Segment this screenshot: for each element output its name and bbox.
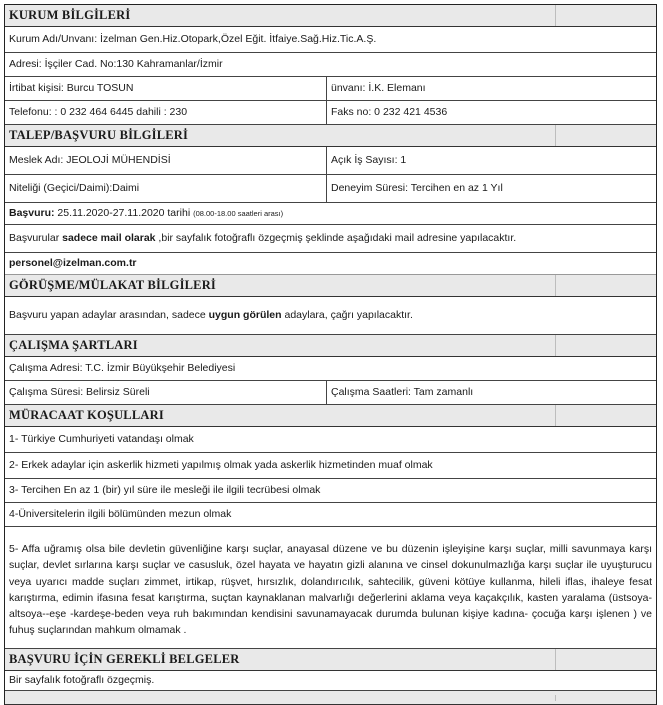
telefon: Telefonu: : 0 232 464 6445 dahili : 230 [5,101,327,124]
calisma-adresi: Çalışma Adresi: T.C. İzmir Büyükşehir Belediyesi [9,362,236,375]
row-irtibat [5,77,656,101]
niteligi: Niteliği (Geçici/Daimi):Daimi [5,175,327,202]
section-title: GÖRÜŞME/MÜLAKAT BİLGİLERİ [5,275,556,296]
row-belgeler [5,671,656,691]
condition-item [5,427,656,453]
section-title: ÇALIŞMA ŞARTLARI [5,335,556,356]
meslek-adi: Meslek Adı: JEOLOJİ MÜHENDİSİ [5,147,327,174]
condition-text: 2- Erkek adaylar için askerlik hizmeti yapılmış olmak yada askerlik hizmetinden muaf olmak [9,459,433,472]
faks: Faks no: 0 232 421 4536 [331,106,448,119]
email-address[interactable]: personel@izelman.com.tr [9,257,137,270]
condition-text: 1- Türkiye Cumhuriyeti vatandaşı olmak [9,433,194,446]
row-calisma-adresi [5,357,656,381]
belgeler-text: Bir sayfalık fotoğraflı özgeçmiş. [9,674,155,687]
condition-item [5,479,656,503]
section-header-gorusme [5,275,656,297]
emphasis-text: sadece mail olarak [62,232,156,245]
text: Başvurular [9,232,63,245]
row-telefon [5,101,656,125]
condition-item [5,527,656,649]
row-adres [5,53,656,77]
section-header-muracaat [5,405,656,427]
row-kurum-adi [5,27,656,53]
row-niteligi [5,175,656,203]
section-title: BAŞVURU İÇİN GEREKLİ BELGELER [5,649,556,670]
text: Başvuru yapan adaylar arasından, sadece [9,309,209,322]
section-title: TALEP/BAŞVURU BİLGİLERİ [5,125,556,146]
row-gorusme-text [5,297,656,335]
row-email [5,253,656,275]
row-basvuru-tarihi [5,203,656,225]
acik-is-sayisi: Açık İş Sayısı: 1 [331,154,407,167]
emphasis-text: uygun görülen [208,309,282,322]
calisma-suresi: Çalışma Süresi: Belirsiz Süreli [5,381,327,404]
basvuru-yontemi [5,228,656,249]
section-header-kurum [5,5,656,27]
row-calisma-suresi [5,381,656,405]
row-basvuru-yontemi [5,225,656,253]
kurum-adi: Kurum Adı/Unvanı: İzelman Gen.Hiz.Otopark,Özel Eğit. İtfaiye.Sağ.Hiz.Tic.A.Ş. [9,33,377,46]
adres: Adresi: İşçiler Cad. No:130 Kahramanlar/İzmir [9,58,223,71]
condition-text: 5- Affa uğramış olsa bile devletin güvenliğine karşı suçlar, anayasal düzene ve bu düzenin işleyişine karşı suçlar, milli savunmaya karşı suçlar, devlet sırlarına karşı suçlar ve casusluk, özel hayata ve hayatın gizli alanına ve cinsel dokunulmazlığa karşı suçlar ile uyuşturucu veya uyarıcı madde suçları zimmet, irtikap, rüşvet, hırsızlık, dolandırıcılık, sahtecilik, güveni kötüye kullanma, hileli iflas, ihaleye fesat karıştırma, edimin ifasına fesat karıştırma, suçtan kaynaklanan malvarlığı değerlerini aklama veya kaçakçılık, kasten yaralama (üstsoya-altsoya--eşe -kardeşe-beden veya ruh bakımından kendisini savunamayacak durumda bulunan kişiye kadına- çocuğa karşı işlenen ) ve fuhuş suçlarından mahkum olmamak . [9,543,652,637]
text: ,bir sayfalık fotoğraflı özgeçmiş şeklinde aşağıdaki mail adresine yapılacaktır. [155,232,517,245]
basvuru-tarihi [5,203,656,224]
basvuru-dates: 25.11.2020-27.11.2020 tarihi [54,207,194,220]
section-title: KURUM BİLGİLERİ [5,5,556,26]
section-header-cutoff [5,691,656,705]
calisma-saatleri: Çalışma Saatleri: Tam zamanlı [331,386,474,399]
gorusme-text [5,305,656,326]
condition-item [5,453,656,479]
basvuru-hours: (08.00-18.00 saatleri arası) [193,209,284,219]
job-posting-form [4,4,657,705]
row-meslek [5,147,656,175]
section-title: MÜRACAAT KOŞULLARI [5,405,556,426]
section-header-belgeler [5,649,656,671]
condition-text: 3- Tercihen En az 1 (bir) yıl süre ile mesleği ile ilgili tecrübesi olmak [9,484,321,497]
unvan: ünvanı: İ.K. Elemanı [331,82,426,95]
condition-item [5,503,656,527]
text: adaylara, çağrı yapılacaktır. [281,309,413,322]
section-header-calisma [5,335,656,357]
condition-text: 4-Üniversitelerin ilgili bölümünden mezun olmak [9,508,232,521]
irtibat-kisisi: İrtibat kişisi: Burcu TOSUN [5,77,327,100]
deneyim-suresi: Deneyim Süresi: Tercihen en az 1 Yıl [331,182,503,195]
section-header-talep [5,125,656,147]
basvuru-label: Başvuru: [9,207,55,220]
